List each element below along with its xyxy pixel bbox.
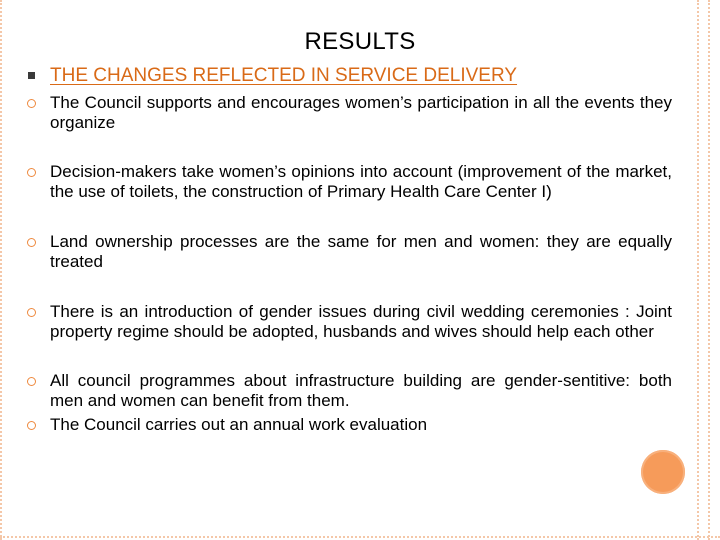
bullet-text: Land ownership processes are the same for men and women: they are equally treated (50, 232, 672, 271)
section-heading-row (24, 64, 672, 88)
frame-line-left (0, 0, 2, 540)
list-item (24, 415, 672, 435)
circle-bullet-icon (27, 308, 36, 317)
square-bullet-icon (28, 72, 35, 79)
decorative-orange-circle (641, 450, 685, 494)
bullet-text: The Council carries out an annual work evaluation (50, 415, 428, 434)
circle-bullet-icon (27, 377, 36, 386)
bullet-text: All council programmes about infrastructure building are gender-sentitive: both men and women can benefit from them. (50, 371, 672, 410)
bullet-text: There is an introduction of gender issues during civil wedding ceremonies : Joint property regime should be adopted, husbands and wives should help each other (50, 302, 672, 341)
circle-bullet-icon (27, 238, 36, 247)
frame-line-right-inner (697, 0, 699, 540)
slide-title: RESULTS (304, 28, 416, 55)
circle-bullet-icon (27, 99, 36, 108)
bullet-text: Decision-makers take women’s opinions into account (improvement of the market, the use of toilets, the construction of Primary Health Care Center I) (50, 162, 672, 201)
bullet-list (24, 64, 672, 435)
list-item (24, 302, 672, 342)
frame-line-bottom (0, 536, 720, 538)
circle-bullet-icon (27, 421, 36, 430)
circle-bullet-icon (27, 168, 36, 177)
list-item (24, 232, 672, 272)
list-item (24, 371, 672, 411)
list-item (24, 162, 672, 202)
bullet-text: The Council supports and encourages women’s participation in all the events they organize (50, 93, 672, 132)
section-heading: THE CHANGES REFLECTED IN SERVICE DELIVERY (50, 65, 518, 86)
list-item (24, 93, 672, 133)
frame-line-right-outer (708, 0, 710, 540)
